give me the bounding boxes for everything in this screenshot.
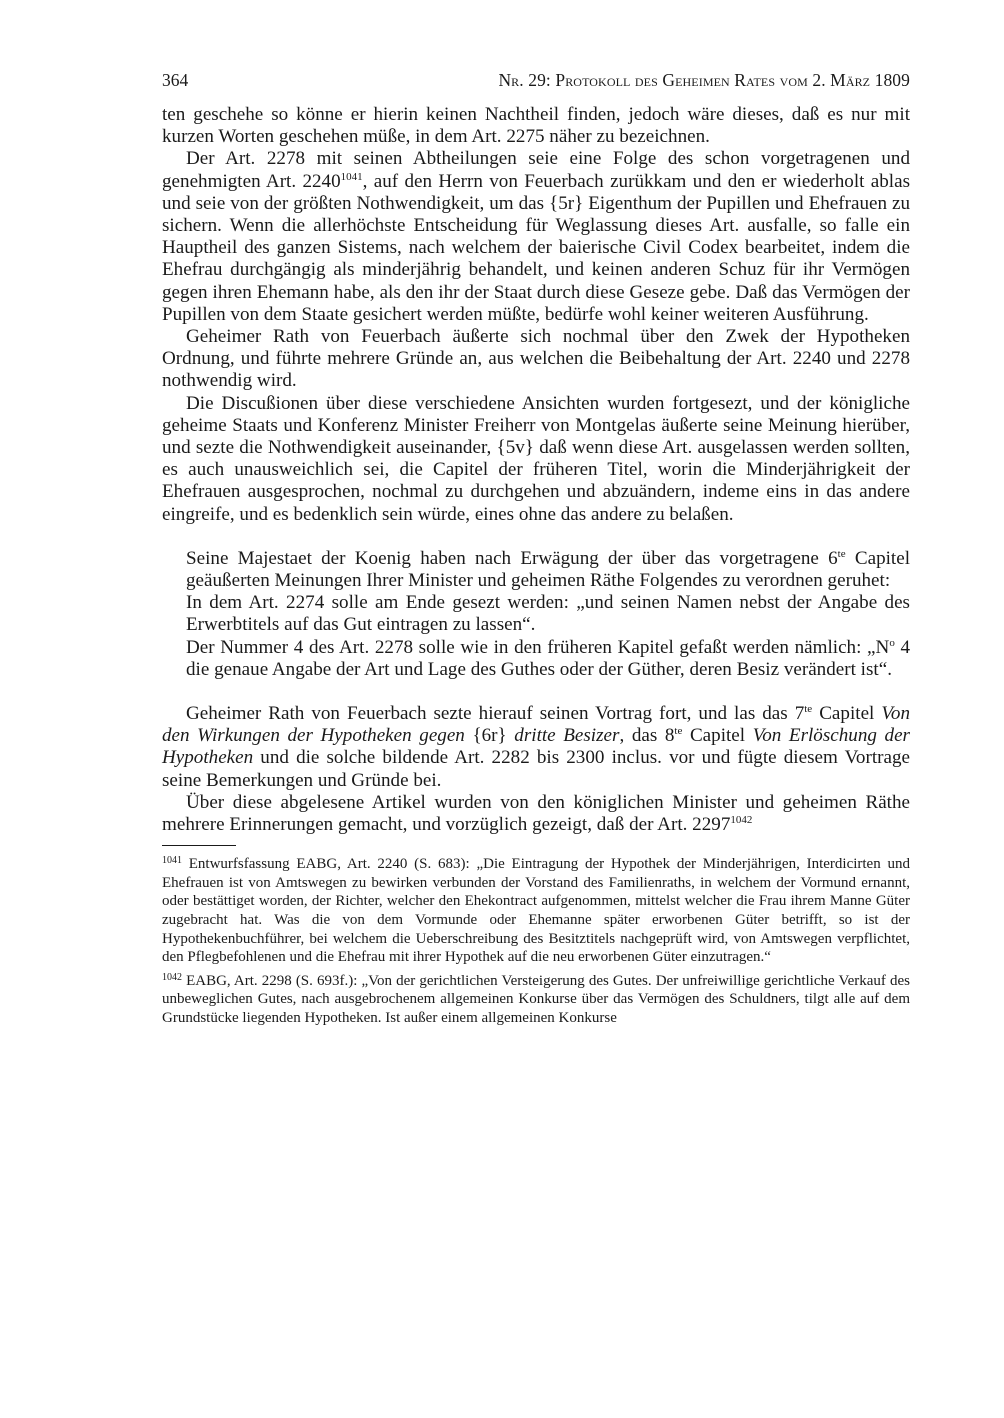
paragraph: ten geschehe so könne er hierin keinen Nachtheil finden, jedoch wäre dieses, daß es nur mit kurzen Worten geschehen müße, in dem Art. 2275 näher zu bezeichnen. — [162, 104, 910, 148]
footnote-divider — [162, 845, 236, 846]
running-title: Nr. 29: Protokoll des Geheimen Rates vom 2. März 1809 — [498, 70, 910, 90]
paragraph: Über diese abgelesene Artikel wurden von den königlichen Minister und geheimen Räthe mehrere Erinnerungen gemacht, und vorzüglich gezeigt, daß der Art. $2297^{1042}$ — [162, 791, 910, 836]
footnote-number: 1042 — [162, 971, 182, 983]
footnote-ref[interactable]: 1041 — [340, 170, 363, 183]
decision-line: In dem Art. 2274 solle am Ende gesezt werden: „und seinen Namen nebst der Angabe des Erwerbtitels auf das Gut eintragen zu lassen“. — [186, 592, 910, 636]
paragraph: Der Art. 2278 mit seinen Abtheilungen seie eine Folge des schon vorgetragenen und genehmigten Art. $2240^{1041}$, auf den Herrn von Feuerbach zurükkam und den er wiederholt ablas und seie von der größten Nothwendigkeit, um das {5r} Eigenthum der Pupillen und Ehefrauen zu sichern. Wenn die allerhöchste Entscheidung für Weglassung dieses Art. ausfalle, so falle ein Hauptheil des ganzen Sistems, nach welchem der baierische Civil Codex bearbeitet, indem die Ehefrau durchgängig als minderjährig behandelt, und keinen anderen Schuz für ihr Vermögen gegen ihren Ehemann habe, als den ihr der Staat durch diese Geseze gebe. Daß das Vermögen der Pupillen von dem Staate gesichert werden müßte, bedürfe wohl keiner weiteren Ausführung. — [162, 148, 911, 325]
footnotes — [162, 855, 910, 1027]
paragraph: Die Discußionen über diese verschiedene Ansichten wurden fortgesezt, und der königliche geheime Staats und Konferenz Minister Freiherr von Montgelas äußerte seine Meinung hierüber, und sezte die Nothwendigkeit auseinander, {5v} daß wenn diese Art. ausgelassen werden sollten, es auch unausweichlich sei, die Capitel der früheren Titel, worin die Minderjährigkeit der Ehefrauen ausgesprochen, nochmal zu durchgehen und abzuändern, indeme eins in das andere eingreife, und es bedenklich sein würde, eines ohne das andere zu belaßen. — [162, 392, 910, 525]
paragraph: Geheimer Rath von Feuerbach sezte hierauf seinen Vortrag fort, und las das $7^{te}$ Capitel Von den Wirkungen der Hypotheken gegen {6r} dritte Besizer, das $8^{te}$ Capitel Von Erlöschung der Hypotheken und die solche bildende Art. 2282 bis 2300 inclus. vor und fügte diesem Vortrage seine Bemerkungen und Gründe bei. — [162, 703, 910, 791]
main-text — [162, 104, 910, 836]
royal-decision — [186, 548, 910, 681]
page-number: 364 — [162, 70, 189, 90]
running-header — [162, 70, 910, 104]
footnote: $^{1041}$ Entwurfsfassung EABG, Art. 2240 (S. 683): „Die Eintragung der Hypothek der Minderjährigen, Interdicirten und Ehefrauen ist von Amtswegen zu bewirken verbunden der Vorstand des Familienraths, in welchem der Vormund ernannt, oder bestättiget worden, der Richter, welcher den Ehekontract aufgenommen, mittelst welcher die Frau ihrem Manne Güter zugebracht hat. Was die von dem Vormunde oder Ehemanne später erworbenen Güter betrifft, so ist der Hypothekenbuchführer, bei welchem die Ueberschreibung des Besitztitels nachgeprüft wird, von Amtswegen verpflichtet, den Pflegbefohlenen und die Ehefrau mit ihrer Hypothek auf die neu erworbenen Güter einzutragen.“ — [162, 855, 910, 966]
paragraph: Geheimer Rath von Feuerbach äußerte sich nochmal über den Zwek der Hypotheken Ordnung, und führte mehrere Gründe an, aus welchen die Beibehaltung der Art. 2240 und 2278 nothwendig wird. — [162, 326, 910, 392]
decision-line: Der Nummer 4 des Art. 2278 solle wie in den früheren Kapitel gefaßt werden nämlich: $„N^o$ 4 die genaue Angabe der Art und Lage des Guthes oder der Güther, deren Besiz verändert ist“. — [186, 636, 910, 680]
page — [162, 70, 910, 1033]
footnote-ref[interactable]: 1042 — [730, 814, 753, 827]
footnote-number: 1041 — [162, 855, 182, 867]
footnote: $^{1042}$ EABG, Art. 2298 (S. 693f.): „Von der gerichtlichen Versteigerung des Gutes. Der unfreiwillige gerichtliche Verkauf des unbeweglichen Gutes, nach ausgebrochenem allgemeinen Konkurse über das Vermögen des Schuldners, tilgt alle auf dem Grundstücke liegenden Hypotheken. Ist außer einem allgemeinen Konkurse — [162, 971, 910, 1027]
decision-line: Seine Majestaet der Koenig haben nach Erwägung der über das vorgetragene $6^{te}$ Capitel geäußerten Meinungen Ihrer Minister und geheimen Räthe Folgendes zu verordnen geruhet: — [186, 547, 911, 592]
